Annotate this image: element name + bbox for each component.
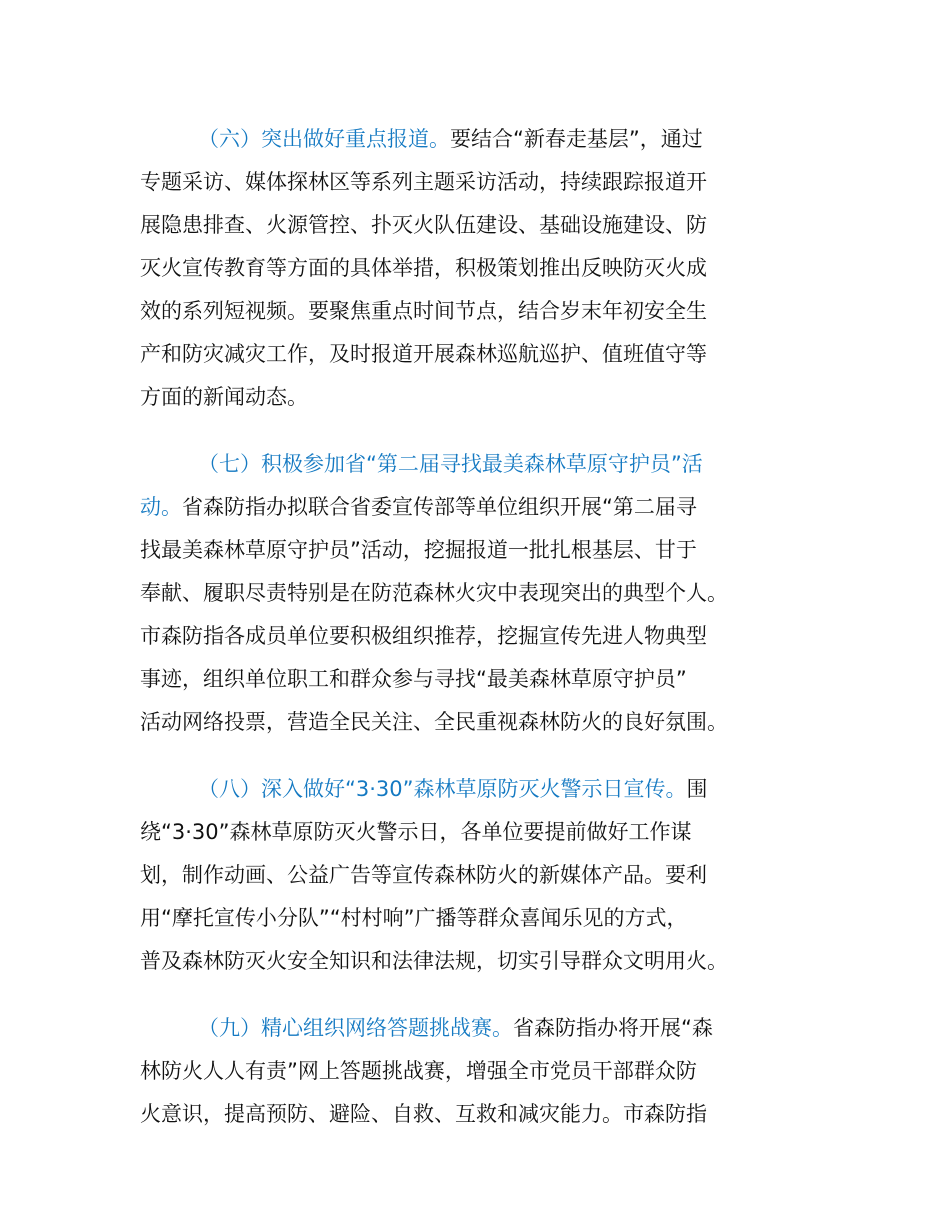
paragraph-line bbox=[140, 376, 822, 419]
body-text: 省森防指办将开展“森 bbox=[513, 1016, 713, 1040]
body-text: 灭火宣传教育等方面的具体举措，积极策划推出反映防灭火成 bbox=[140, 256, 707, 280]
section-heading-text: （七）积极参加省“第二届寻找最美森林草原守护员”活 bbox=[198, 452, 703, 476]
paragraph-line bbox=[140, 940, 822, 983]
section-heading-text: 动。 bbox=[140, 495, 182, 519]
paragraph-line bbox=[140, 161, 822, 204]
body-text: 火意识，提高预防、避险、自救、互救和减灾能力。市森防指 bbox=[140, 1102, 707, 1126]
body-text: 效的系列短视频。要聚焦重点时间节点，结合岁末年初安全生 bbox=[140, 299, 707, 323]
body-text: 绕“3·30”森林草原防灭火警示日，各单位要提前做好工作谋 bbox=[140, 820, 692, 844]
paragraph-line bbox=[140, 615, 822, 658]
paragraph-line bbox=[140, 854, 822, 897]
body-text: 展隐患排查、火源管控、扑灭火队伍建设、基础设施建设、防 bbox=[140, 213, 707, 237]
body-text: 要结合“新春走基层”，通过 bbox=[450, 127, 703, 151]
body-text: 产和防灾减灾工作，及时报道开展森林巡航巡护、值班值守等 bbox=[140, 342, 707, 366]
paragraph-first-line bbox=[140, 443, 822, 486]
body-text: 专题采访、媒体探林区等系列主题采访活动，持续跟踪报道开 bbox=[140, 170, 707, 194]
section-heading-text: （九）精心组织网络答题挑战赛。 bbox=[198, 1016, 513, 1040]
section-heading-text: （六）突出做好重点报道。 bbox=[198, 127, 450, 151]
paragraph-line bbox=[140, 486, 822, 529]
paragraph-section bbox=[140, 768, 822, 983]
paragraph-line bbox=[140, 247, 822, 290]
body-text: 市森防指各成员单位要积极组织推荐，挖掘宣传先进人物典型 bbox=[140, 624, 707, 648]
paragraph-line bbox=[140, 701, 822, 744]
paragraph-line bbox=[140, 333, 822, 376]
paragraph-line bbox=[140, 572, 822, 615]
paragraph-first-line bbox=[140, 768, 822, 811]
body-text: 找最美森林草原守护员”活动，挖掘报道一批扎根基层、甘于 bbox=[140, 538, 697, 562]
document-page bbox=[140, 118, 822, 1160]
body-text: 围 bbox=[686, 777, 708, 801]
paragraph-line bbox=[140, 658, 822, 701]
paragraph-first-line bbox=[140, 118, 822, 161]
paragraph-line bbox=[140, 897, 822, 940]
section-heading-text: （八）深入做好“3·30”森林草原防灭火警示日宣传。 bbox=[198, 777, 687, 801]
body-text: 活动网络投票，营造全民关注、全民重视森林防火的良好氛围。 bbox=[140, 710, 728, 734]
body-text: 划，制作动画、公益广告等宣传森林防火的新媒体产品。要利 bbox=[140, 863, 707, 887]
paragraph-section bbox=[140, 118, 822, 419]
paragraph-section bbox=[140, 1007, 822, 1136]
body-text: 普及森林防灭火安全知识和法律法规，切实引导群众文明用火。 bbox=[140, 949, 728, 973]
paragraph-section bbox=[140, 443, 822, 744]
paragraph-line bbox=[140, 204, 822, 247]
paragraph-line bbox=[140, 1093, 822, 1136]
paragraph-line bbox=[140, 1050, 822, 1093]
body-text: 林防火人人有责”网上答题挑战赛，增强全市党员干部群众防 bbox=[140, 1059, 697, 1083]
body-text: 奉献、履职尽责特别是在防范森林火灾中表现突出的典型个人。 bbox=[140, 581, 728, 605]
paragraph-line bbox=[140, 290, 822, 333]
body-text: 事迹，组织单位职工和群众参与寻找“最美森林草原守护员” bbox=[140, 667, 687, 691]
body-text: 省森防指办拟联合省委宣传部等单位组织开展“第二届寻 bbox=[182, 495, 697, 519]
paragraph-line bbox=[140, 529, 822, 572]
paragraph-line bbox=[140, 811, 822, 854]
body-text: 用“摩托宣传小分队”“村村响”广播等群众喜闻乐见的方式， bbox=[140, 906, 688, 930]
paragraph-first-line bbox=[140, 1007, 822, 1050]
body-text: 方面的新闻动态。 bbox=[140, 385, 308, 409]
